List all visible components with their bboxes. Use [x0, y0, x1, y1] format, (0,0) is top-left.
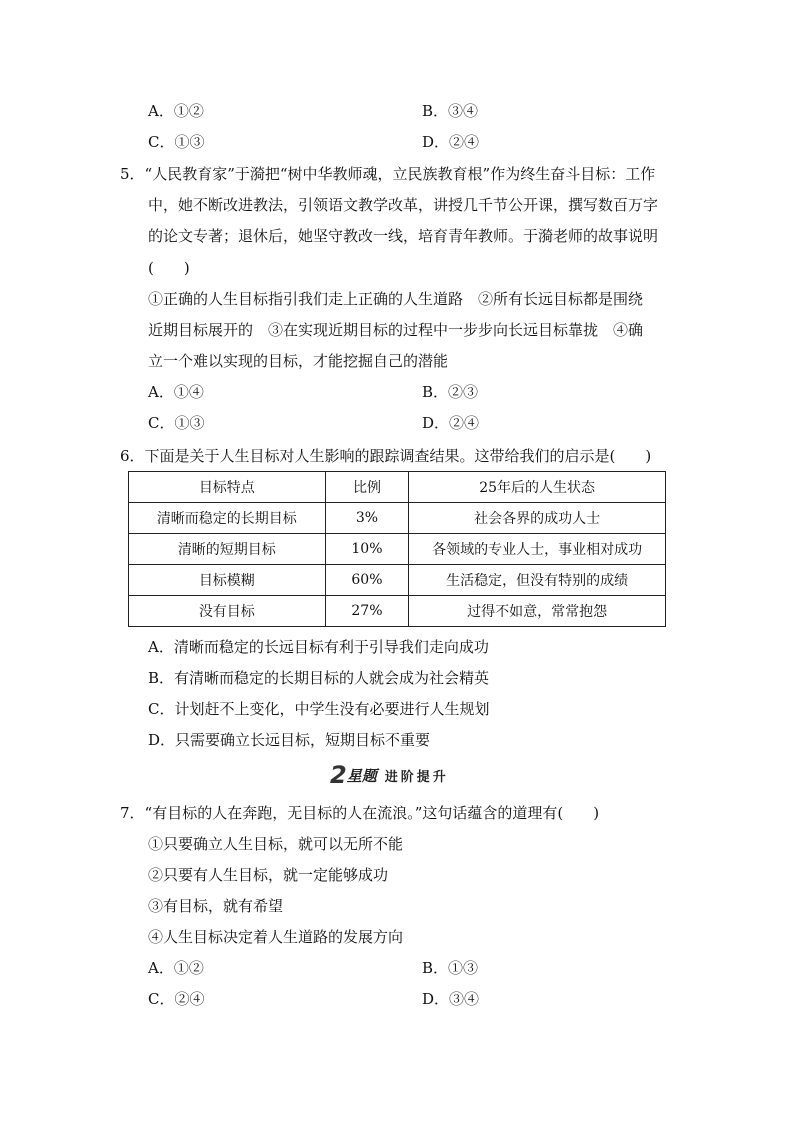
- cell-life-status: 社会各界的成功人士: [409, 503, 666, 534]
- header-life-status: 25年后的人生状态: [409, 472, 666, 503]
- q7-statement-2: ②只要有人生目标，就一定能够成功: [148, 866, 389, 884]
- banner-number: 2: [330, 761, 345, 789]
- q5-option-a: A．①④: [148, 383, 204, 401]
- cell-ratio: 27%: [325, 596, 409, 627]
- survey-table: [128, 471, 666, 627]
- q5-option-d: D．②④: [422, 414, 480, 432]
- cell-goal-type: 没有目标: [129, 596, 326, 627]
- header-ratio: 比例: [325, 472, 409, 503]
- q7-option-d: D．③④: [422, 990, 480, 1008]
- q6-option-c: C．计划赶不上变化，中学生没有必要进行人生规划: [148, 700, 490, 718]
- cell-goal-type: 清晰而稳定的长期目标: [129, 503, 326, 534]
- q5-answer-blank: ( ): [148, 259, 190, 277]
- table-row: [129, 565, 666, 596]
- q5-statement-line-2: 近期目标展开的 ③在实现近期目标的过程中一步步向长远目标靠拢 ④确: [148, 321, 644, 339]
- q5-option-c: C．①③: [148, 414, 205, 432]
- q7-option-a: A．①②: [148, 959, 204, 977]
- q5-stem-line-2: 中，她不断改进教法，引领语文教学改革，讲授几千节公开课，撰写数百万字: [148, 196, 659, 214]
- cell-ratio: 60%: [325, 565, 409, 596]
- q7-statement-1: ①只要确立人生目标，就可以无所不能: [148, 835, 404, 853]
- cell-goal-type: 清晰的短期目标: [129, 534, 326, 565]
- q4-option-b: B．③④: [422, 102, 479, 120]
- q5-statement-line-3: 立一个难以实现的目标，才能挖掘自己的潜能: [148, 352, 449, 370]
- q5-stem-line-1: 5．“人民教育家”于漪把“树中华教师魂，立民族教育根”作为终生奋斗目标：工作: [120, 165, 656, 183]
- table-row: [129, 534, 666, 565]
- q5-option-b: B．②③: [422, 383, 479, 401]
- q7-option-b: B．①③: [422, 959, 479, 977]
- q4-option-d: D．②④: [422, 133, 480, 151]
- q5-statement-line-1: ①正确的人生目标指引我们走上正确的人生道路 ②所有长远目标都是围绕: [148, 290, 644, 308]
- cell-life-status: 生活稳定，但没有特别的成绩: [409, 565, 666, 596]
- table-header-row: [129, 472, 666, 503]
- q7-statement-3: ③有目标，就有希望: [148, 897, 284, 915]
- cell-goal-type: 目标模糊: [129, 565, 326, 596]
- table-row: [129, 596, 666, 627]
- q7-stem: 7．“有目标的人在奔跑，无目标的人在流浪。”这句话蕴含的道理有( ): [120, 804, 600, 822]
- q4-option-c: C．①③: [148, 133, 205, 151]
- cell-life-status: 过得不如意，常常抱怨: [409, 596, 666, 627]
- q6-stem: 6．下面是关于人生目标对人生影响的跟踪调查结果。这带给我们的启示是( ): [120, 447, 652, 465]
- q4-option-a: A．①②: [148, 102, 204, 120]
- section-banner: [330, 762, 449, 788]
- q7-statement-4: ④人生目标决定着人生道路的发展方向: [148, 928, 404, 946]
- q7-option-c: C．②④: [148, 990, 205, 1008]
- q5-stem-line-3: 的论文专著；退休后，她坚守教改一线，培育青年教师。于漪老师的故事说明: [148, 227, 659, 245]
- banner-star-label: 星题: [346, 766, 377, 785]
- header-goal-type: 目标特点: [129, 472, 326, 503]
- banner-subtitle: 进阶提升: [384, 769, 449, 785]
- cell-ratio: 10%: [325, 534, 409, 565]
- q6-option-a: A．清晰而稳定的长远目标有利于引导我们走向成功: [148, 638, 489, 656]
- table-row: [129, 503, 666, 534]
- q6-option-b: B．有清晰而稳定的长期目标的人就会成为社会精英: [148, 669, 490, 687]
- cell-life-status: 各领域的专业人士，事业相对成功: [409, 534, 666, 565]
- q6-option-d: D．只需要确立长远目标，短期目标不重要: [148, 731, 431, 749]
- cell-ratio: 3%: [325, 503, 409, 534]
